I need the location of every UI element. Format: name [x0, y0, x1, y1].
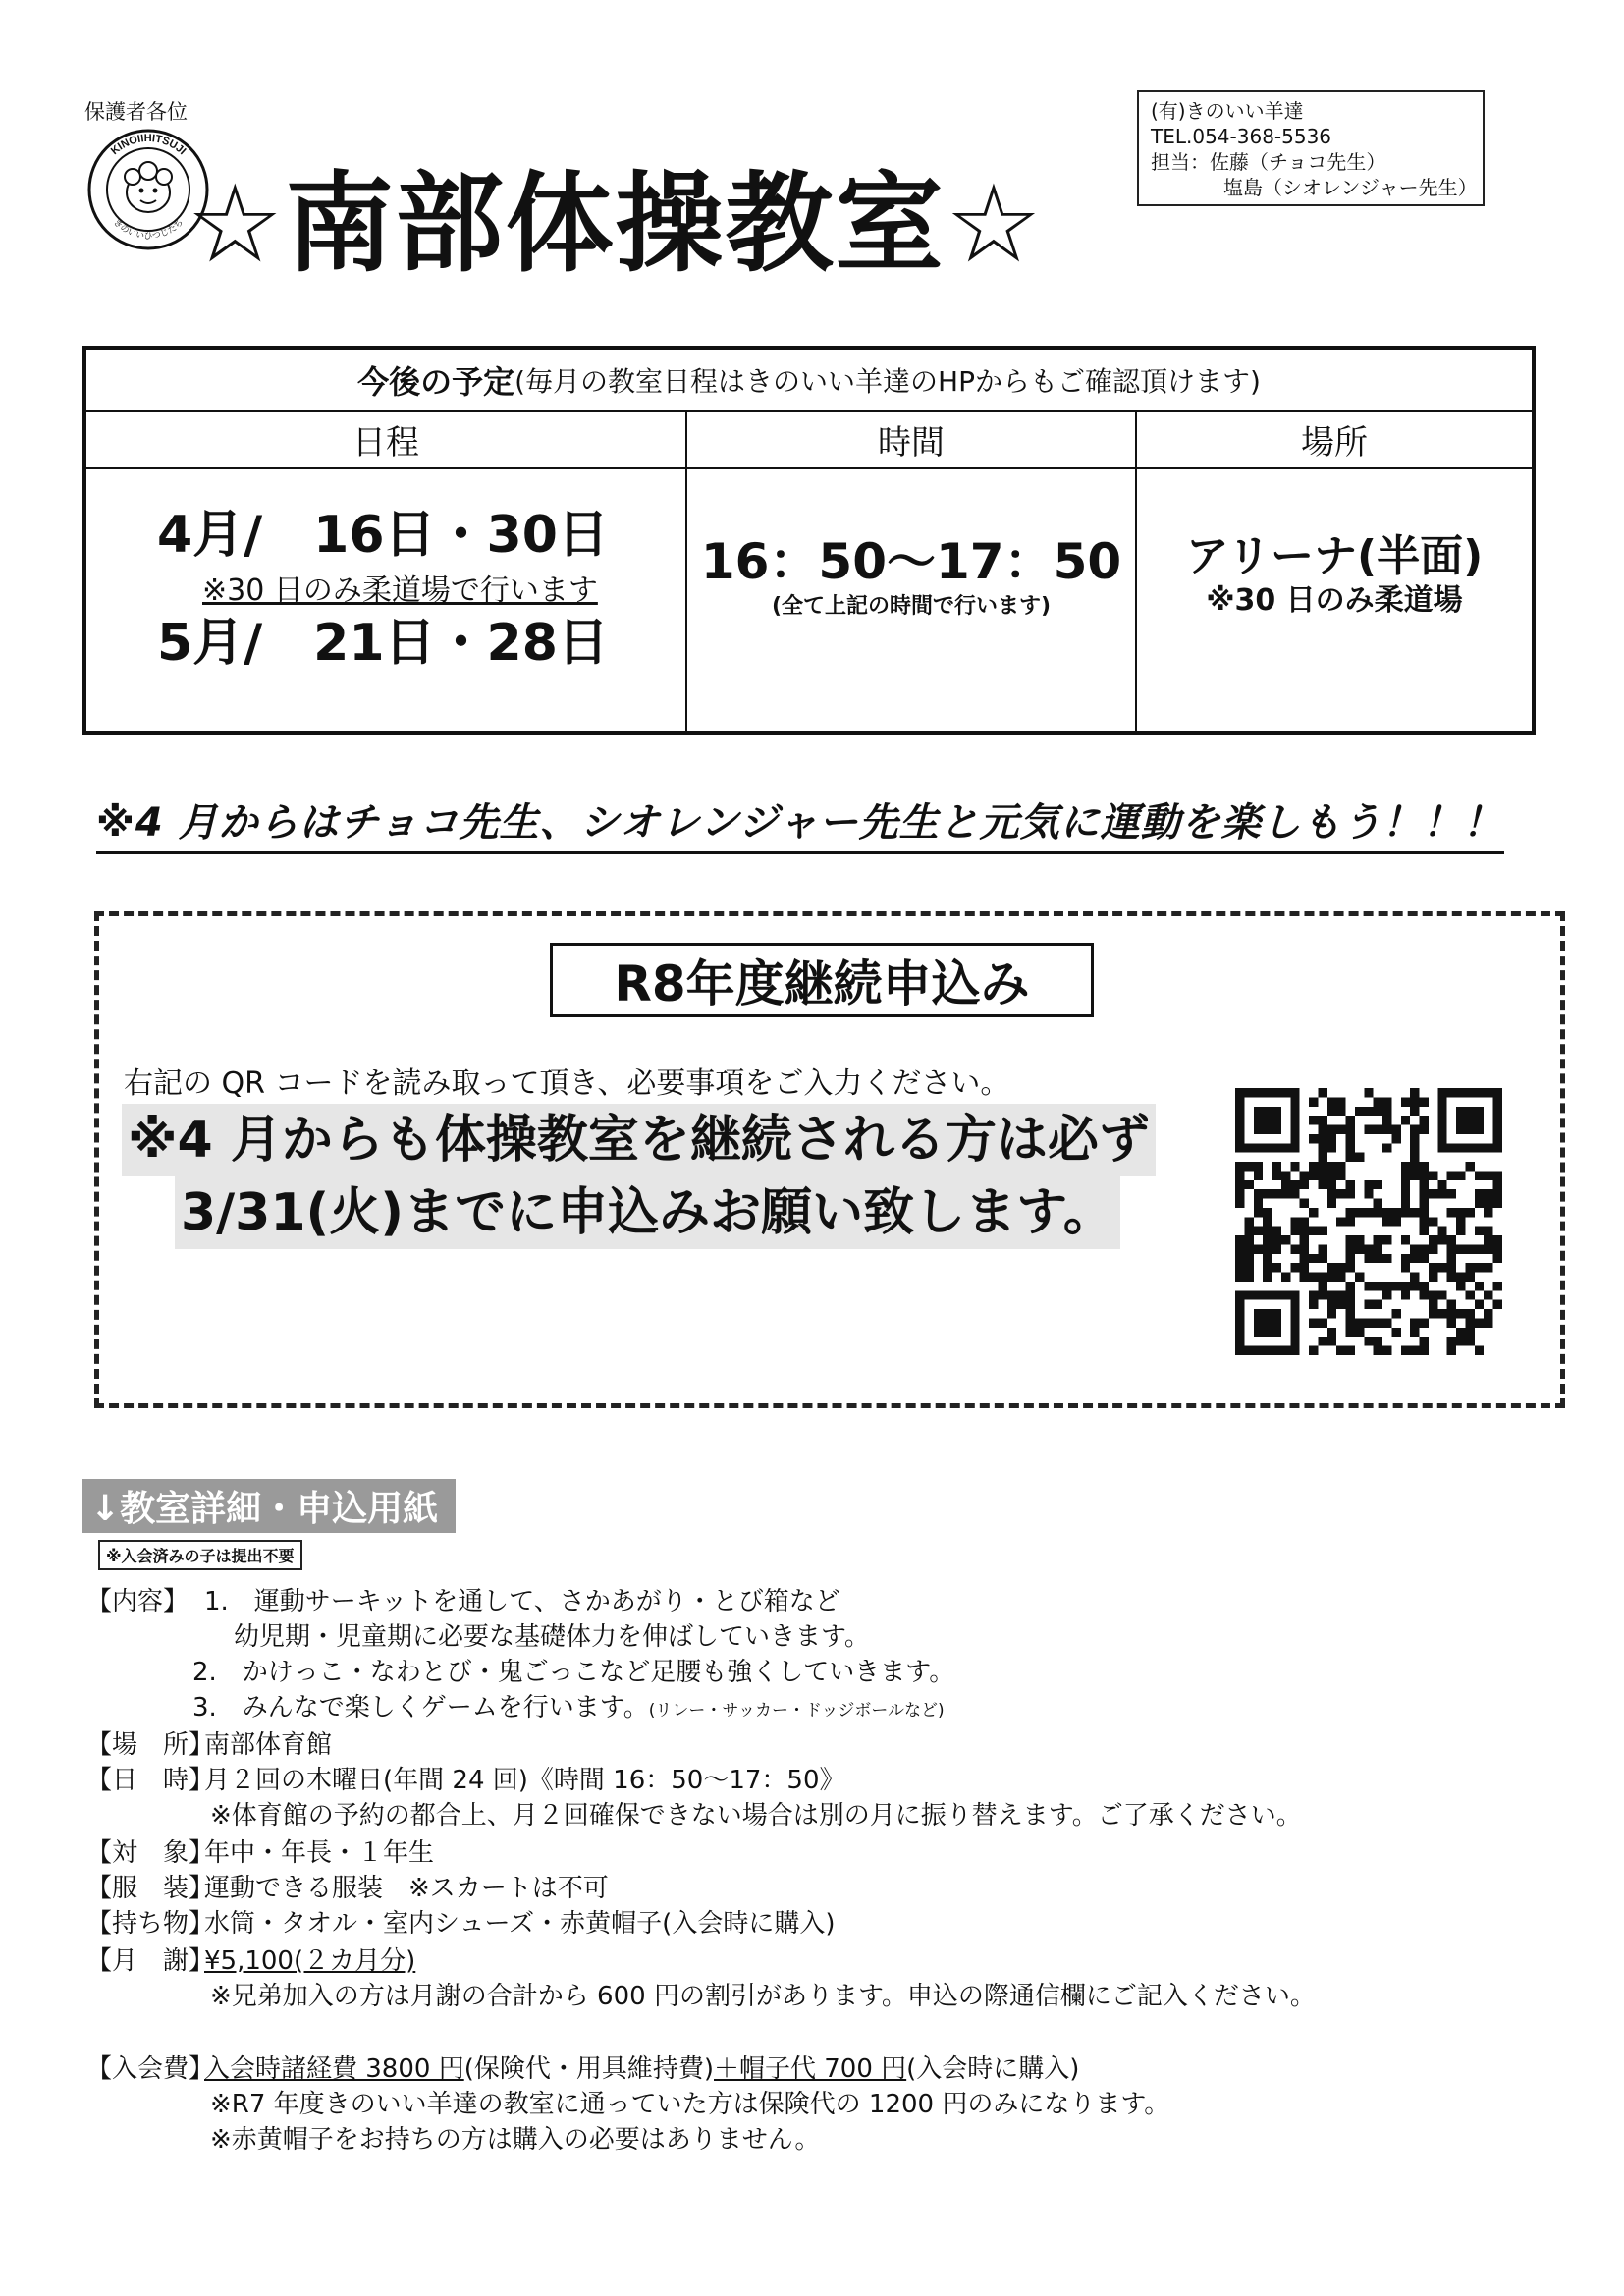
header-date: 日程 [86, 410, 687, 467]
schedule-caption-note: (毎月の教室日程はきのいい羊達のHPからもご確認頂けます) [514, 365, 1261, 398]
fee-amount: ¥5,100(２カ月分) [204, 1946, 416, 1976]
qr-code[interactable] [1235, 1088, 1502, 1355]
schedule-dates-cell [86, 467, 687, 731]
schedule-table [82, 346, 1536, 735]
detail-entry-note-2: ※赤黄帽子をお持ちの方は購入の必要はありません。 [210, 2125, 821, 2155]
renewal-main-line-1: ※4 月からも体操教室を継続される方は必ず [122, 1104, 1156, 1176]
label-content: 【内容】 [86, 1587, 189, 1616]
detail-clothes: 【服 装】運動できる服装 ※スカートは不可 [86, 1874, 609, 1903]
schedule-body-row [86, 467, 1532, 731]
renewal-title: R8年度継続申込み [550, 943, 1094, 1017]
dates-may: 5月/ 21日・28日 [157, 614, 609, 673]
contact-staff-1: 担当：佐藤（チョコ先生） [1151, 150, 1386, 174]
detail-items: 【持ち物】水筒・タオル・室内シューズ・赤黄帽子(入会時に購入) [86, 1909, 836, 1939]
detail-target: 【対 象】年中・年長・１年生 [86, 1838, 435, 1868]
details-note: ※入会済みの子は提出不要 [98, 1540, 302, 1570]
schedule-caption-bold: 今後の予定 [357, 363, 515, 401]
detail-date-note: ※体育館の予約の都合上、月２回確保できない場合は別の月に振り替えます。ご了承ください。 [210, 1801, 1302, 1831]
renewal-main-line-2: 3/31(火)までに申込みお願い致します。 [175, 1176, 1120, 1249]
detail-content-1b: 幼児期・児童期に必要な基礎体力を伸ばしていきます。 [234, 1622, 870, 1652]
header-place: 場所 [1301, 422, 1368, 463]
contact-box [1137, 90, 1485, 206]
detail-content-1a: 【内容】 1. 運動サーキットを通して、さかあがり・とび箱など [86, 1581, 840, 1617]
renewal-intro: 右記の QR コードを読み取って頂き、必要事項をご入力ください。 [124, 1066, 1010, 1101]
detail-content-3-examples: (リレー・サッカー・ドッジボールなど) [648, 1701, 945, 1721]
schedule-header-row [86, 410, 1532, 469]
detail-content-2: 2. かけっこ・なわとび・鬼ごっこなど足腰も強くしていきます。 [192, 1658, 955, 1687]
contact-tel: TEL.054-368-5536 [1151, 125, 1332, 148]
detail-date: 【日 時】月２回の木曜日(年間 24 回)《時間 16：50～17：50》 [86, 1766, 845, 1795]
detail-fee: 【月 謝】¥5,100(２カ月分) [86, 1946, 416, 1976]
header-time: 時間 [687, 410, 1137, 467]
details-heading: ↓教室詳細・申込用紙 [82, 1479, 456, 1533]
contact-company: (有)きのいい羊達 [1151, 99, 1304, 123]
time-note: (全て上記の時間で行います) [771, 594, 1052, 619]
schedule-caption [86, 350, 1532, 412]
detail-place: 【場 所】南部体育館 [86, 1730, 333, 1760]
logo-text-top: KINOIIHITSUJI [108, 132, 189, 158]
detail-entry-fee: 【入会費】入会時諸経費 3800 円(保険代・用具維持費)＋帽子代 700 円(入会時に購入) [86, 2054, 1080, 2084]
schedule-place-cell [1137, 467, 1532, 731]
time-value: 16：50～17：50 [700, 533, 1122, 590]
place-note: ※30 日のみ柔道場 [1206, 583, 1463, 618]
dates-note: ※30 日のみ柔道場で行います [202, 574, 598, 608]
renewal-deadline [122, 1104, 1156, 1249]
schedule-time-cell [687, 467, 1137, 731]
detail-fee-note: ※兄弟加入の方は月謝の合計から 600 円の割引があります。申込の際通信欄にご記入ください。 [210, 1982, 1316, 2011]
contact-staff-2: 塩島（シオレンジャー先生） [1223, 176, 1478, 199]
recipient-label: 保護者各位 [84, 100, 188, 124]
logo-text-bottom: きのいいひつじたち [111, 217, 186, 242]
announcement-banner: ※4 月からはチョコ先生、シオレンジャー先生と元気に運動を楽しもう！！！ [96, 792, 1504, 854]
dates-april: 4月/ 16日・30日 [157, 506, 609, 565]
detail-entry-note-1: ※R7 年度きのいい羊達の教室に通っていた方は保険代の 1200 円のみになります。 [210, 2090, 1170, 2119]
place-value: アリーナ(半面) [1185, 531, 1484, 581]
page-title: ☆南部体操教室☆ [187, 161, 1045, 287]
detail-content-3: 3. みんなで楽しくゲームを行います。(リレー・サッカー・ドッジボールなど) [192, 1693, 945, 1722]
